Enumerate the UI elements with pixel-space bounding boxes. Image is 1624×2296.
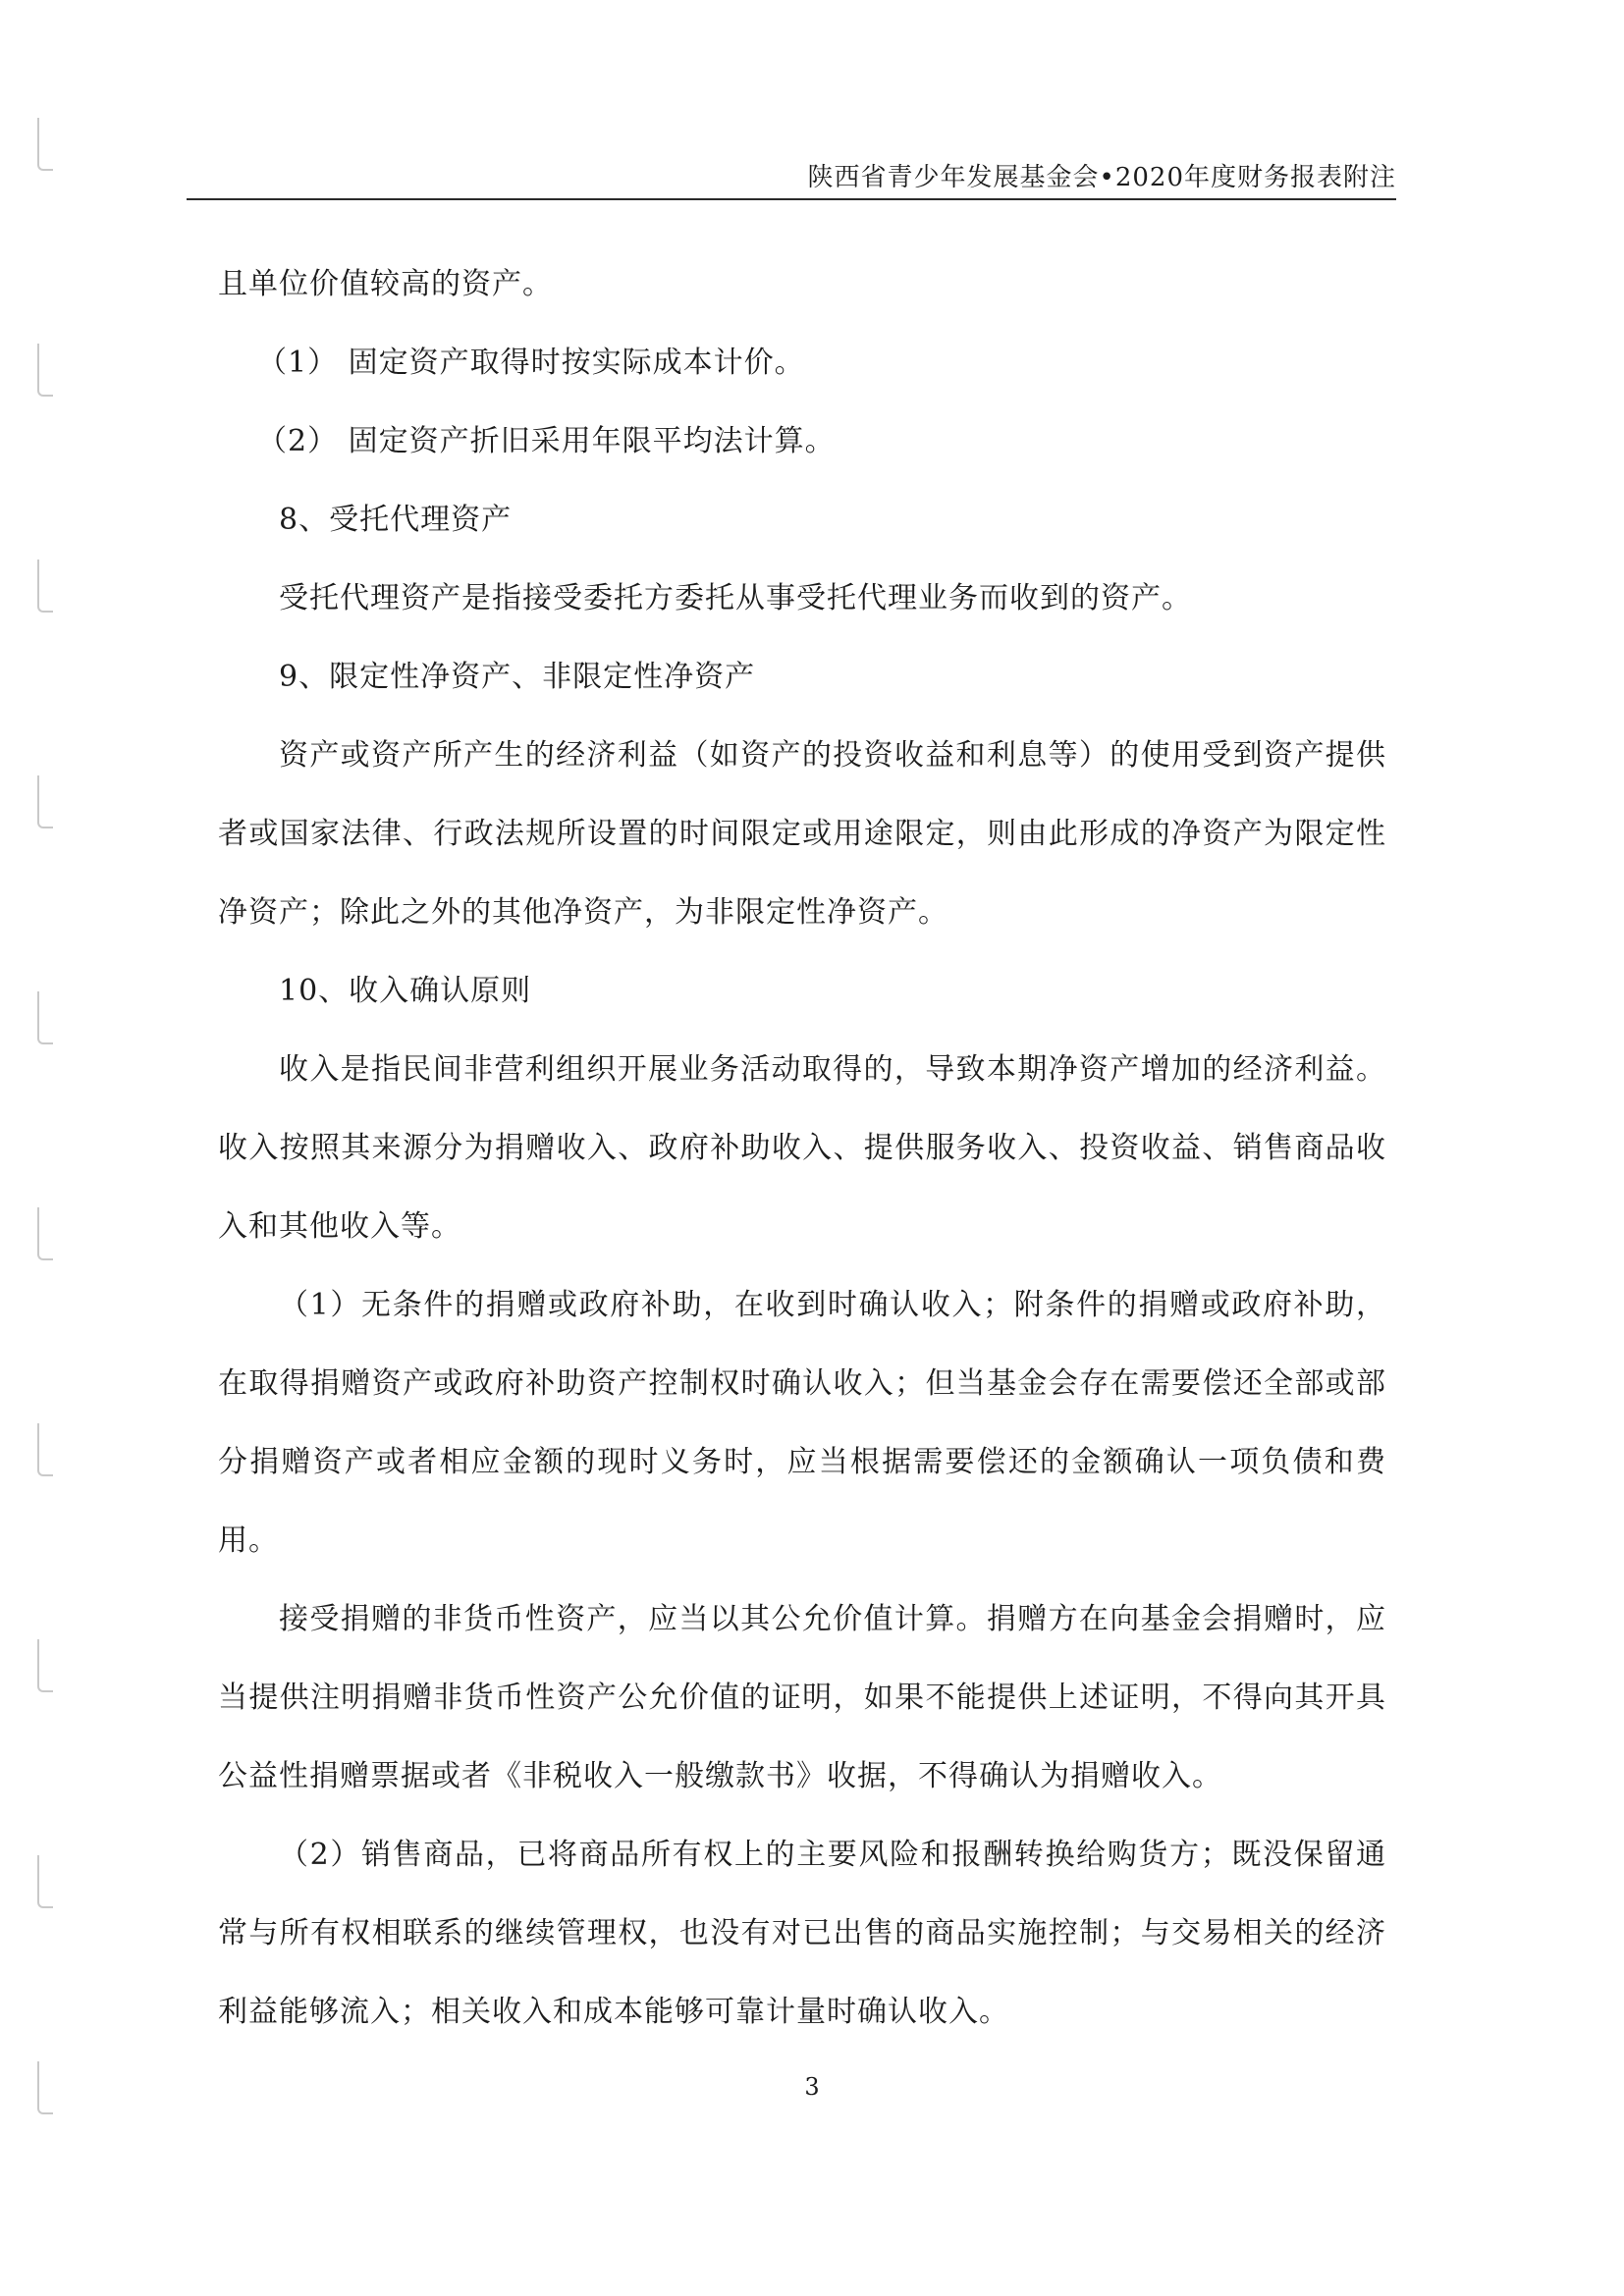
binding-mark: [37, 1639, 53, 1692]
binding-mark: [37, 1207, 53, 1260]
header-title: 陕西省青少年发展基金会•2020年度财务报表附注: [807, 163, 1396, 192]
binding-mark: [37, 560, 53, 613]
section-heading: 10、收入确认原则: [279, 974, 532, 1008]
paragraph: 资产或资产所产生的经济利益（如资产的投资收益和利息等）的使用受到资产提供者或国家法律、行政法规所设置的时间限定或用途限定，则由此形成的净资产为限定性净资产；除此之外的其他净资产，为非限定性净资产。: [218, 738, 1386, 930]
binding-mark: [37, 344, 53, 397]
document-body: [218, 245, 1386, 2052]
list-item: （1） 固定资产取得时按实际成本计价。: [257, 346, 805, 380]
binding-mark: [37, 1423, 53, 1476]
paragraph: （2）销售商品，已将商品所有权上的主要风险和报酬转换给购货方；既没保留通常与所有权相联系的继续管理权，也没有对已出售的商品实施控制；与交易相关的经济利益能够流入；相关收入和成本能够可靠计量时确认收入。: [218, 1838, 1386, 2029]
binding-mark: [37, 1855, 53, 1908]
page-number: 3: [804, 2073, 820, 2101]
binding-mark: [37, 118, 53, 171]
paragraph: 接受捐赠的非货币性资产，应当以其公允价值计算。捐赠方在向基金会捐赠时，应当提供注明捐赠非货币性资产公允价值的证明，如果不能提供上述证明，不得向其开具公益性捐赠票据或者《非税收入一般缴款书》收据，不得确认为捐赠收入。: [218, 1602, 1386, 1793]
paragraph: 且单位价值较高的资产。: [218, 267, 553, 301]
header-divider: [187, 198, 1396, 200]
list-item: （2） 固定资产折旧采用年限平均法计算。: [257, 424, 836, 458]
binding-mark: [37, 991, 53, 1044]
binding-mark: [37, 775, 53, 828]
paragraph: （1）无条件的捐赠或政府补助，在收到时确认收入；附条件的捐赠或政府补助，在取得捐赠资产或政府补助资产控制权时确认收入；但当基金会存在需要偿还全部或部分捐赠资产或者相应金额的现时义务时，应当根据需要偿还的金额确认一项负债和费用。: [218, 1288, 1386, 1558]
paragraph: 受托代理资产是指接受委托方委托从事受托代理业务而收到的资产。: [279, 581, 1192, 615]
section-heading: 8、受托代理资产: [279, 503, 513, 537]
paragraph: 收入是指民间非营利组织开展业务活动取得的，导致本期净资产增加的经济利益。收入按照其来源分为捐赠收入、政府补助收入、提供服务收入、投资收益、销售商品收入和其他收入等。: [218, 1052, 1386, 1244]
section-heading: 9、限定性净资产、非限定性净资产: [279, 660, 756, 694]
